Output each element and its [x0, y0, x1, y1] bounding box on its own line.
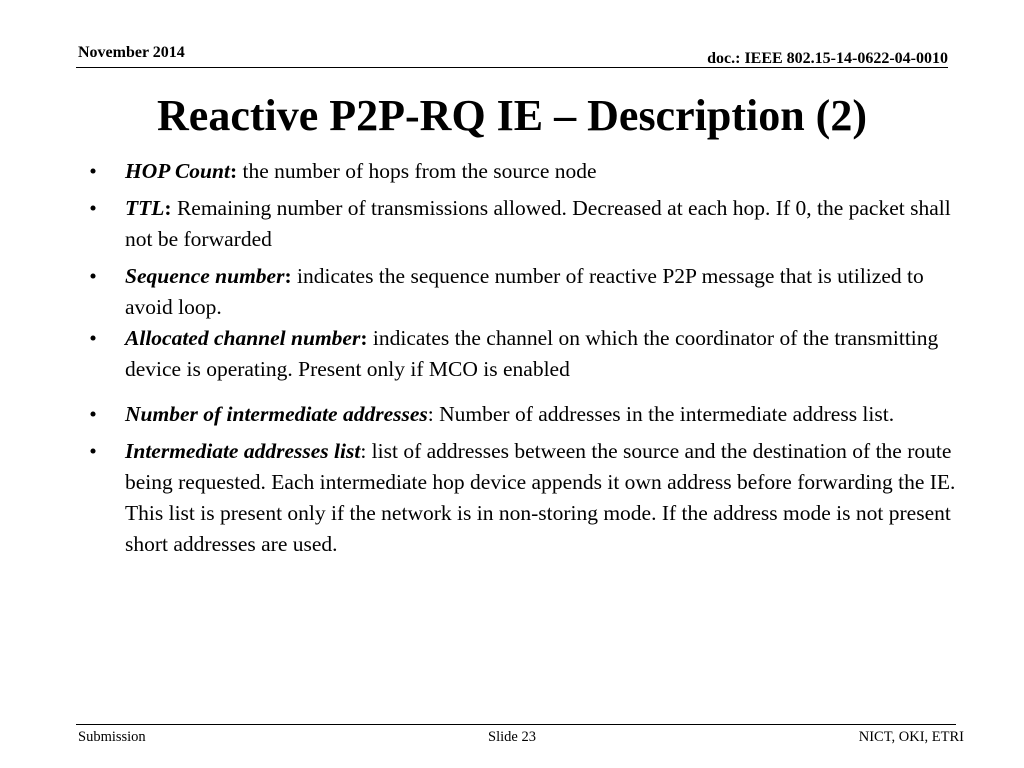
- header-doc-id: doc.: IEEE 802.15-14-0622-04-0010: [707, 50, 948, 67]
- bullet-dot-icon: •: [89, 264, 97, 288]
- bullet-text: Number of addresses in the intermediate address list.: [433, 402, 895, 426]
- bullet-allocated-channel-number: [85, 323, 965, 385]
- header-divider: [76, 67, 948, 68]
- bullet-sequence-number: [85, 261, 965, 323]
- bullet-dot-icon: •: [89, 196, 97, 220]
- bullet-text: the number of hops from the source node: [237, 159, 597, 183]
- bullet-text: indicates the sequence number of reactive P2P message that is utilized to avoid loop.: [125, 264, 924, 319]
- bullet-term-colon: :: [229, 159, 238, 183]
- header-date: November 2014: [78, 44, 185, 61]
- bullet-term: Allocated channel number: [125, 326, 361, 350]
- bullet-text: list of addresses between the source and the destination of the route being requested. Each intermediate hop device appends it own address before forwarding the IE. This list is present only if the network is in non-storing mode. If the address mode is not present short addresses are used.: [125, 439, 956, 556]
- bullet-term-colon: :: [284, 264, 292, 288]
- bullet-dot-icon: •: [89, 326, 97, 350]
- bullet-term: Intermediate addresses list: [125, 439, 361, 463]
- bullet-term: Number of intermediate addresses: [125, 402, 428, 426]
- bullet-term-colon: :: [427, 402, 434, 426]
- bullet-intermediate-addresses-list: [85, 436, 965, 560]
- bullet-dot-icon: •: [89, 439, 97, 463]
- bullet-text: indicates the channel on which the coordinator of the transmitting device is operating. Present only if MCO is enabled: [125, 326, 939, 381]
- footer-authors: NICT, OKI, ETRI: [858, 729, 964, 745]
- bullet-term: HOP Count: [125, 159, 230, 183]
- bullet-dot-icon: •: [89, 402, 97, 426]
- footer-slide-number: Slide 23: [488, 729, 536, 745]
- bullet-number-of-intermediate-addresses: [85, 399, 965, 430]
- bullet-term-colon: :: [360, 326, 368, 350]
- bullet-term-colon: :: [360, 439, 367, 463]
- bullet-dot-icon: •: [89, 159, 97, 183]
- bullet-term-colon: :: [164, 196, 172, 220]
- bullet-ttl: [85, 193, 965, 255]
- slide-title: Reactive P2P-RQ IE – Description (2): [157, 91, 867, 140]
- bullet-text: Remaining number of transmissions allowed. Decreased at each hop. If 0, the packet shall not be forwarded: [125, 196, 951, 251]
- footer-divider: [76, 724, 956, 725]
- footer-submission: Submission: [78, 729, 146, 745]
- bullet-term: Sequence number: [125, 264, 285, 288]
- bullet-term: TTL: [125, 196, 165, 220]
- bullet-list: [85, 156, 965, 566]
- bullet-hop-count: [85, 156, 965, 187]
